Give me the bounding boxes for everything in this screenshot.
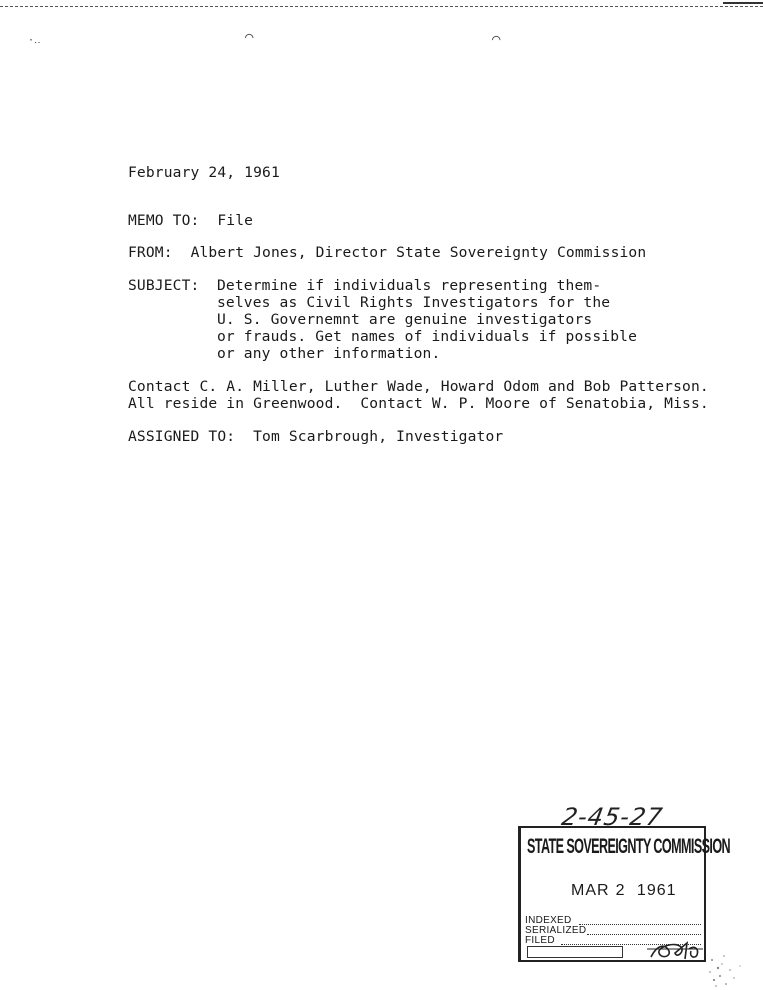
stamp-title-wrap (523, 830, 731, 858)
handwritten-initials (647, 939, 703, 961)
stamp-date (571, 882, 683, 900)
page-top-edge (0, 6, 763, 7)
stamp-indexed-line (579, 924, 701, 925)
assigned-row (128, 428, 503, 445)
subject-label: SUBJECT: (128, 277, 200, 294)
memo-date: February 24, 1961 (128, 164, 280, 181)
contact-line: All reside in Greenwood. Contact W. P. Moore of Senatobia, Miss. (128, 395, 709, 412)
stamp-title: STATE SOVEREIGNTY COMMISSION (527, 835, 731, 858)
assigned-value: Tom Scarbrough, Investigator (253, 428, 504, 445)
stamp-serialized-label: SERIALIZED (525, 925, 587, 936)
scan-speck: ⌒ (492, 31, 501, 47)
memo-to-value: File (217, 212, 254, 229)
from-value: Albert Jones, Director State Sovereignty Commission (190, 244, 647, 261)
stamp-filed-label: FILED (525, 935, 555, 946)
subject-line: Determine if individuals representing them- (217, 277, 602, 294)
stamp-serialized-line (587, 934, 701, 935)
from-label: FROM: (128, 244, 173, 261)
stamp-date-month: MAR (571, 882, 610, 899)
scan-speck: ⌒ (245, 29, 254, 45)
received-stamp (518, 826, 731, 962)
stamp-indexed-label: INDEXED (525, 915, 572, 926)
stamp-blank-box (527, 946, 623, 958)
handwritten-file-number: 2-45-27 (559, 803, 666, 831)
contact-line: Contact C. A. Miller, Luther Wade, Howard Odom and Bob Patterson. (128, 378, 709, 395)
memo-to-row (128, 212, 253, 229)
subject-line: or frauds. Get names of individuals if possible (217, 328, 638, 345)
stamp-date-day: 2 (615, 882, 626, 899)
page-top-mark (723, 2, 763, 4)
subject-line: U. S. Governemnt are genuine investigators (217, 311, 593, 328)
scan-noise (700, 940, 760, 990)
scan-speck: ·‥ (28, 35, 41, 46)
subject-line: or any other information. (217, 345, 441, 362)
from-row (128, 244, 646, 261)
subject-line: selves as Civil Rights Investigators for the (217, 294, 611, 311)
stamp-date-year: 1961 (636, 882, 677, 899)
assigned-label: ASSIGNED TO: (128, 428, 236, 445)
memo-to-label: MEMO TO: (128, 212, 200, 229)
